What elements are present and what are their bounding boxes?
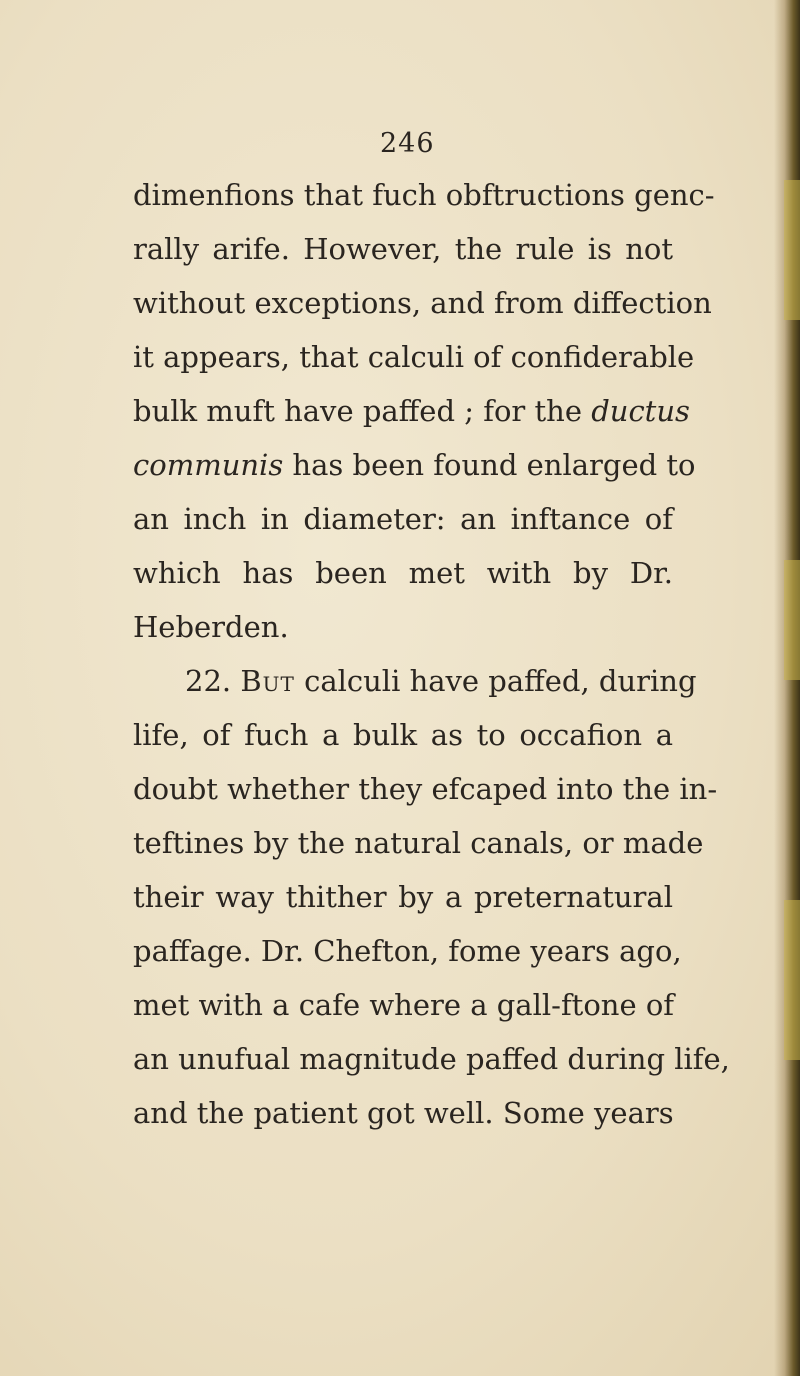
small-caps-word: But xyxy=(240,664,295,698)
text-line: it appears, that calculi of confiderable xyxy=(133,340,695,374)
italic-term: communis xyxy=(133,448,284,482)
text-line: paffage. Dr. Chefton, fome years ago, xyxy=(133,934,682,968)
italic-term: ductus xyxy=(591,394,690,428)
paragraph-start-line: 22. But calculi have paffed, during xyxy=(185,664,697,698)
text-line: bulk muft have paffed ; for the ductus xyxy=(133,394,690,428)
text-line: without exceptions, and from diffection xyxy=(133,286,712,320)
text-line: dimenfions that fuch obftructions genc- xyxy=(133,178,715,212)
binding-stain xyxy=(784,560,800,680)
text-line: which has been met with by Dr. xyxy=(133,556,673,590)
binding-stain xyxy=(784,180,800,320)
text-line: Heberden. xyxy=(133,610,289,644)
text-line: and the patient got well. Some years xyxy=(133,1096,674,1130)
text-line: an unufual magnitude paffed during life, xyxy=(133,1042,730,1076)
text-line: teftines by the natural canals, or made xyxy=(133,826,704,860)
page-number: 246 xyxy=(380,128,435,159)
text-line: met with a cafe where a gall-ftone of xyxy=(133,988,675,1022)
binding-stain xyxy=(784,900,800,1060)
text-line: their way thither by a preternatural xyxy=(133,880,673,914)
text-line: communis has been found enlarged to xyxy=(133,448,696,482)
text-line: life, of fuch a bulk as to occafion a xyxy=(133,718,673,752)
body-text xyxy=(133,168,730,1140)
text-line: an inch in diameter: an inftance of xyxy=(133,502,673,536)
text-line: doubt whether they efcaped into the in- xyxy=(133,772,718,806)
text-line: rally arife. However, the rule is not xyxy=(133,232,673,266)
